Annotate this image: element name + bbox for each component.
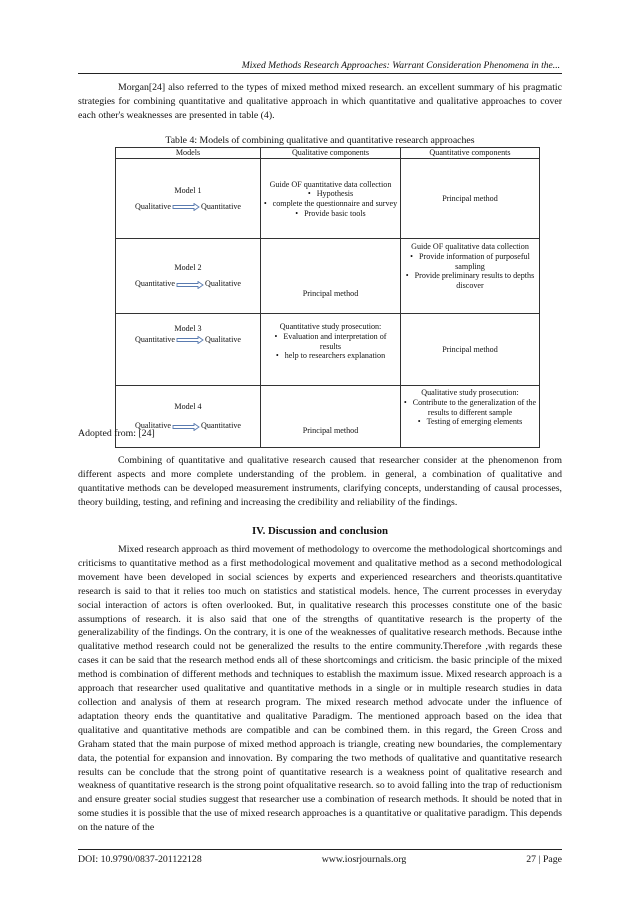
bullet-icon: •	[274, 332, 278, 341]
model-cell	[116, 159, 261, 239]
quantitative-cell: Principal method	[401, 159, 540, 239]
flow-to: Qualitative	[205, 279, 241, 289]
qualitative-cell	[261, 159, 401, 239]
model-flow	[118, 335, 258, 345]
table-row-model-2	[116, 239, 540, 314]
header-models: Models	[116, 148, 261, 159]
discussion-paragraph: Mixed research approach as third movement of methodology to overcome the methodological shortcomings and criticisms to quantitative method as a first methodological movement and qualitative method as a second methodological movement have been developed in social sciences by experts and experienced researchers and theorists.quantitative research is said to that it relies too much on statistics and statistical models. hence, The current processes in everyday social interaction of actors is often overlooked. But, in qualitative research this processes constitute one of the basic assumptions of research. it is also said that one of the strengths of quantitative research is the property of the generalizability of the findings. On the contrary, it is one of the weaknesses of qualitative research methods. Because inthe qualitative method research could not be generalized the results to the entire community.Therefore ,with regards these cases it can be said that the research method ends all of these shortcomings and criticism. the basic principle of the mixed method is combination of different methods and techniques to establish the maximum issue. Mixed research approach is a approach that researcher used qualitative and quantitative methods in a single or in multiple research studies in data collection and analysis of them at research program. The mixed research method advocate under the influence of adaptation theory ends the quantitative and qualitative Paradigm. The mentioned approach based on the idea that qualitative and quantitative methods are compatible and can be combined them. in this regard, the Green Cross and Graham stated that the main purpose of mixed method approach is triangle, creating new boundaries, the complementary data, the potential for expansion and innovation. By comparing the two methods of qualitative and quantitative research results can be conclude that the strong point of quantitative research is a weakness point of qualitative research and weakness of quantitative research is the strong point ofqualitative research. so to avoid falling into the trap of reductionism and ensure greater social studies suggest that researcher use a combination of research methods. It should be noted that in some studies it is possible that the use of mixed research approaches is a quantitative or qualitative paradigm. This depends on the nature of the	[78, 544, 562, 834]
flow-from: Qualitative	[135, 201, 171, 211]
footer-site: www.iosrjournals.org	[321, 854, 407, 865]
quantitative-cell: Principal method	[401, 314, 540, 386]
bullet-item: • Evaluation and interpretation of results	[274, 332, 387, 351]
quantitative-cell	[401, 239, 540, 314]
table-row-model-3	[116, 314, 540, 386]
cell-heading: Qualitative study prosecution:	[421, 388, 519, 398]
arrow-right-icon	[172, 423, 200, 431]
flow-to: Qualitative	[205, 334, 241, 344]
bullet-item: • Provide information of purposeful sampling	[410, 252, 530, 271]
cell-heading: Guide OF qualitative data collection	[411, 242, 529, 252]
bullet-icon: •	[275, 351, 279, 361]
model-label: Model 4	[174, 402, 202, 411]
flow-from: Qualitative	[135, 421, 171, 431]
header-quantitative: Quantitative components	[401, 148, 540, 159]
bullet-icon: •	[405, 271, 409, 281]
intro-paragraph: Morgan[24] also referred to the types of mixed method mixed research. an excellent summary of his pragmatic strategies for combining quantitative and qualitative approach in which quantitative and qualitative approaches to cover each other's weaknesses are presented in table (4).	[78, 82, 562, 121]
adopted-from-note: Adopted from: [24]	[78, 428, 155, 439]
qualitative-cell: Principal method	[261, 239, 401, 314]
bullet-icon: •	[307, 189, 311, 199]
combining-paragraph: Combining of quantitative and qualitative research caused that researcher consider at the phenomenon from different aspects and more complete understanding of the problem. in general, a combination of qualitative and quantitative methods can be developed measurement instruments, clarifying concepts, understanding of causal processes, theory building, testing, and refining and increasing the credibility and reliability of the findings.	[78, 455, 562, 508]
bullet-icon: •	[403, 398, 407, 407]
bullet-item: • Hypothesis	[307, 189, 354, 199]
models-table	[115, 147, 540, 448]
flow-from: Quantitative	[135, 279, 176, 289]
header-qualitative: Qualitative components	[261, 148, 401, 159]
footer-rule	[78, 849, 562, 850]
arrow-right-icon	[176, 281, 204, 289]
footer-page-number: 27 | Page	[526, 854, 562, 865]
flow-to: Quantitative	[200, 421, 241, 431]
bullet-item: • Provide basic tools	[295, 208, 366, 218]
bullet-item: • Contribute to the generalization of the results to different sample	[403, 398, 537, 417]
table-header-row	[116, 148, 540, 159]
bullet-item: • help to researchers explanation	[275, 351, 386, 361]
page-footer	[78, 854, 562, 865]
bullet-icon: •	[410, 252, 413, 261]
model-label: Model 1	[174, 185, 202, 195]
bullet-item: • Provide preliminary results to depths discover	[405, 271, 535, 290]
running-head: Mixed Methods Research Approaches: Warrant Consideration Phenomena in the...	[241, 60, 560, 71]
model-flow	[118, 279, 258, 289]
bullet-icon: •	[417, 417, 421, 427]
arrow-right-icon	[172, 203, 200, 211]
flow-from: Quantitative	[135, 334, 176, 344]
cell-heading: Quantitative study prosecution:	[279, 322, 382, 332]
section-heading: IV. Discussion and conclusion	[251, 525, 388, 537]
qualitative-cell: Principal method	[261, 386, 401, 448]
model-cell	[116, 314, 261, 386]
quantitative-cell	[401, 386, 540, 448]
flow-to: Quantitative	[200, 201, 241, 211]
table-row-model-1	[116, 159, 540, 239]
header-rule	[78, 73, 562, 74]
table-row-model-4	[116, 386, 540, 448]
footer-doi: DOI: 10.9790/0837-201122128	[78, 854, 202, 865]
model-flow	[118, 202, 258, 212]
cell-heading: Guide OF quantitative data collection	[269, 179, 392, 189]
model-label: Model 3	[174, 324, 202, 334]
qualitative-cell	[261, 314, 401, 386]
model-cell	[116, 239, 261, 314]
model-label: Model 2	[174, 263, 202, 272]
arrow-right-icon	[176, 336, 204, 344]
bullet-icon: •	[295, 208, 299, 218]
bullet-item: • Testing of emerging elements	[417, 417, 523, 427]
table-caption: Table 4: Models of combining qualitative and quantitative research approaches	[165, 135, 475, 146]
bullet-item: • complete the questionnaire and survey	[263, 198, 398, 208]
bullet-icon: •	[263, 198, 267, 208]
